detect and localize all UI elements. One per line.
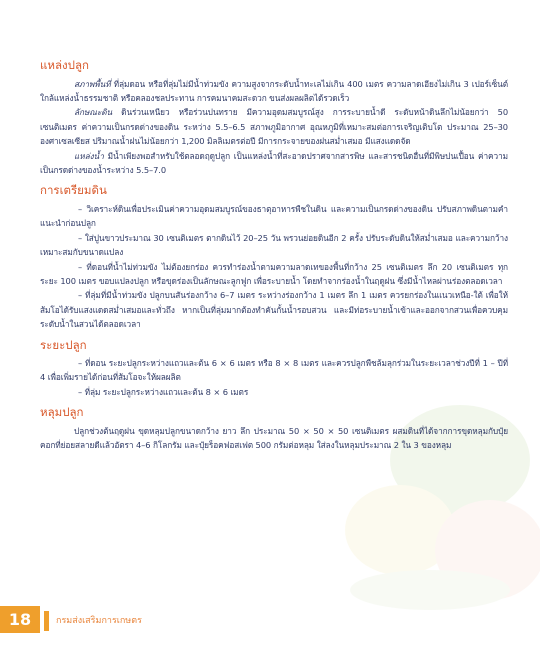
location-paragraph-1 [40,77,508,106]
lead-term: สภาพพื้นที่ [74,78,111,89]
location-paragraph-2 [40,105,508,148]
heading-location: แหล่งปลูก [40,58,89,72]
soil-prep-item: – ที่ลุ่มที่มีน้ำท่วมขัง ปลูกบนสันร่องกว้าง 6–7 เมตร ระหว่างร่องกว้าง 1 เมตร ลึก 1 เมตร ควรยกร่องในแนวเหนือ-ใต้ เพื่อให้ส้มโอได้รับแสงแดดสม่ำเสมอและทั่วถึง หากเป็นที่ลุ่มมากต้องทำคันกั้นน้ำรอบสวน และมีท่อระบายน้ำเข้าและออกจากสวนเพื่อควบคุมระดับน้ำในสวนได้ตลอดเวลา [40,290,508,330]
heading-planting-hole: หลุมปลูก [40,405,84,420]
page-content [40,52,508,453]
footer-divider [44,611,49,631]
lead-term: แหล่งน้ำ [74,150,104,161]
page-footer [0,603,540,637]
paragraph-text: ที่ลุ่มดอน หรือที่ลุ่มไม่มีน้ำท่วมขัง ความสูงจากระดับน้ำทะเลไม่เกิน 400 เมตร ความลาดเอียงไม่เกิน 3 เปอร์เซ็นต์ ใกล้แหล่งน้ำธรรมชาติ หรือคลองชลประทาน การคมนาคมสะดวก ขนส่งผลผลิตได้รวดเร็ว [40,78,508,103]
location-paragraph-3 [40,149,508,178]
spacing-item: – ที่ลุ่ม ระยะปลูกระหว่างแถวและต้น 8 × 6 เมตร [78,386,249,397]
heading-soil-prep: การเตรียมดิน [40,183,107,198]
paragraph-text: ดินร่วนเหนียว หรือร่วนปนทราย มีความอุดมสมบูรณ์สูง การระบายน้ำดี ระดับหน้าดินลึกไม่น้อยกว่า 50 เซนติเมตร ค่าความเป็นกรดด่างของดิน ระหว่าง 5.5–6.5 สภาพภูมิอากาศ อุณหภูมิที่เหมาะสมต่อการเจริญเติบโต ประมาณ 25–30 องศาเซลเซียส ปริมาณน้ำฝนไม่น้อยกว่า 1,200 มิลลิเมตรต่อปี มีการกระจายของฝนสม่ำเสมอ มีแสงแดดจัด [40,107,508,147]
lead-term: ลักษณะดิน [74,107,113,118]
soil-prep-item: – ที่ดอนที่น้ำไม่ท่วมขัง ไม่ต้องยกร่อง ควรทำร่องน้ำตามความลาดเทของพื้นที่กว้าง 25 เซนติเมตร ลึก 20 เซนติเมตร ทุกระยะ 100 เมตร ขอบแปลงปลูก หรือขุดร่องเป็นลักษณะลูกฟูก เพื่อระบายน้ำ โดยทำจากร่องน้ำในฤดูฝน ซึ่งมีน้ำไหลผ่านร่องตลอดเวลา [40,261,508,286]
paragraph-text: มีน้ำเพียงพอสำหรับใช้ตลอดฤดูปลูก เป็นแหล่งน้ำที่สะอาดปราศจากสารพิษ และสารชนิดอื่นที่มีพิษปนเปื้อน ค่าความเป็นกรดด่างของน้ำระหว่าง 5.5–7.0 [40,150,508,175]
soil-prep-item: – วิเคราะห์ดินเพื่อประเมินค่าความอุดมสมบูรณ์ของธาตุอาหารพืชในดิน และความเป็นกรดด่างของดิน ปรับสภาพดินตามคำแนะนำก่อนปลูก [40,203,508,229]
spacing-item: – ที่ดอน ระยะปลูกระหว่างแถวและต้น 6 × 6 เมตร หรือ 8 × 8 เมตร และควรปลูกพืชล้มลุกร่วมในระยะเวลาช่วงปีที่ 1 – ปีที่ 4 เพื่อเพิ่มรายได้ก่อนที่ส้มโอจะให้ผลผลิต [40,358,508,383]
heading-spacing: ระยะปลูก [40,337,87,352]
soil-prep-item: – ใส่ปูนขาวประมาณ 30 เซนติเมตร ตากดินไว้ 20–25 วัน พรวนย่อยดินอีก 2 ครั้ง ปรับระดับดินให้สม่ำเสมอ และความกว้างเหมาะสมกับขนาดแปลง [40,232,508,258]
publisher-name: กรมส่งเสริมการเกษตร [56,616,142,626]
planting-hole-paragraph: ปลูกช่วงต้นฤดูฝน ขุดหลุมปลูกขนาดกว้าง ยาว ลึก ประมาณ 50 × 50 × 50 เซนติเมตร ผสมดินที่ได้จากการขุดหลุมกับปุ๋ยคอกที่ย่อยสลายดีแล้วอัตรา 4–6 กิโลกรัม และปุ๋ยร็อคฟอสเฟต 500 กรัมต่อหลุม ใส่ลงในหลุมประมาณ 2 ใน 3 ของหลุม [40,425,508,451]
page-number: 18 [0,606,40,633]
